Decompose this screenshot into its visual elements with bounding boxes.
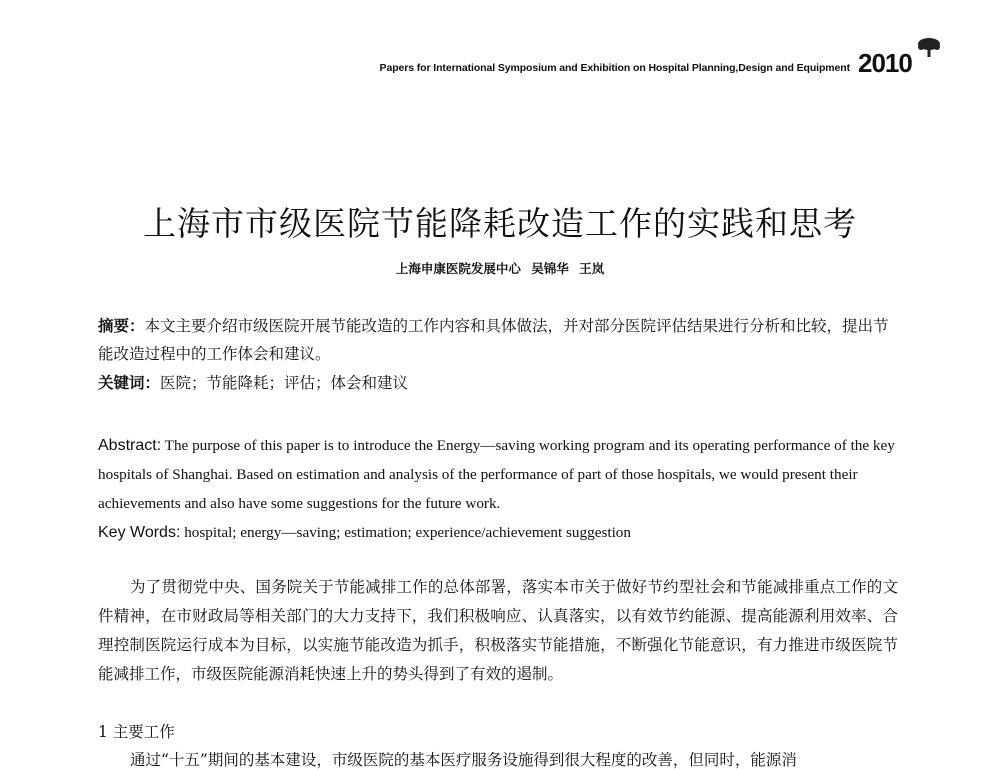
english-keywords-label: Key Words:: [98, 524, 181, 541]
section-heading: 1 主要工作: [98, 723, 175, 741]
author-affiliation: 上海申康医院发展中心: [395, 261, 521, 276]
english-abstract-block: [98, 431, 898, 547]
tree-emblem-icon: [912, 36, 946, 66]
chinese-keywords-text: 医院；节能降耗；评估；体会和建议: [160, 374, 409, 392]
symposium-logo: [856, 38, 946, 82]
intro-paragraph: 为了贯彻党中央、国务院关于节能减排工作的总体部署，落实本市关于做好节约型社会和节能减排重点工作的文件精神，在市财政局等相关部门的大力支持下，我们积极响应、认真落实，以有效节约能源、提高能源利用效率、合理控制医院运行成本为目标，以实施节能改造为抓手，积极落实节能措施，不断强化节能意识，有力推进市级医院节能减排工作，市级医院能源消耗快速上升的势头得到了有效的遏制。: [98, 578, 898, 683]
english-keywords-text: hospital; energy—saving; estimation; experience/achievement suggestion: [180, 524, 631, 541]
logo-year: 2010: [858, 48, 912, 78]
paper-title: 上海市市级医院节能降耗改造工作的实践和思考: [143, 204, 857, 243]
author-name: 王岚: [579, 261, 605, 276]
chinese-keywords-label: 关键词：: [98, 374, 161, 392]
body-text-line: 通过“十五”期间的基本建设，市级医院的基本医疗服务设施得到很大程度的改善，但同时，能源消: [130, 751, 797, 769]
chinese-abstract-text: 本文主要介绍市级医院开展节能改造的工作内容和具体做法，并对部分医院评估结果进行分析和比较，提出节能改造过程中的工作体会和建议。: [98, 317, 889, 363]
english-abstract-label: Abstract:: [98, 437, 162, 454]
english-keywords: [98, 518, 898, 547]
chinese-keywords: [98, 369, 898, 397]
chinese-abstract: [98, 312, 898, 368]
english-abstract-text: The purpose of this paper is to introduce the Energy—saving working program and its operating performance of the key hospitals of Shanghai. Based on estimation and analysis of the performance of part of those hospitals, we would present their achievements and also have some suggestions for the future work.: [98, 437, 895, 512]
author-name: 吴锦华: [531, 261, 569, 276]
english-abstract: [98, 431, 898, 518]
author-line: [0, 259, 1000, 277]
chinese-abstract-label: 摘要：: [98, 317, 145, 335]
proceedings-header: Papers for International Symposium and Exhibition on Hospital Planning,Design and Equipment: [379, 62, 850, 74]
